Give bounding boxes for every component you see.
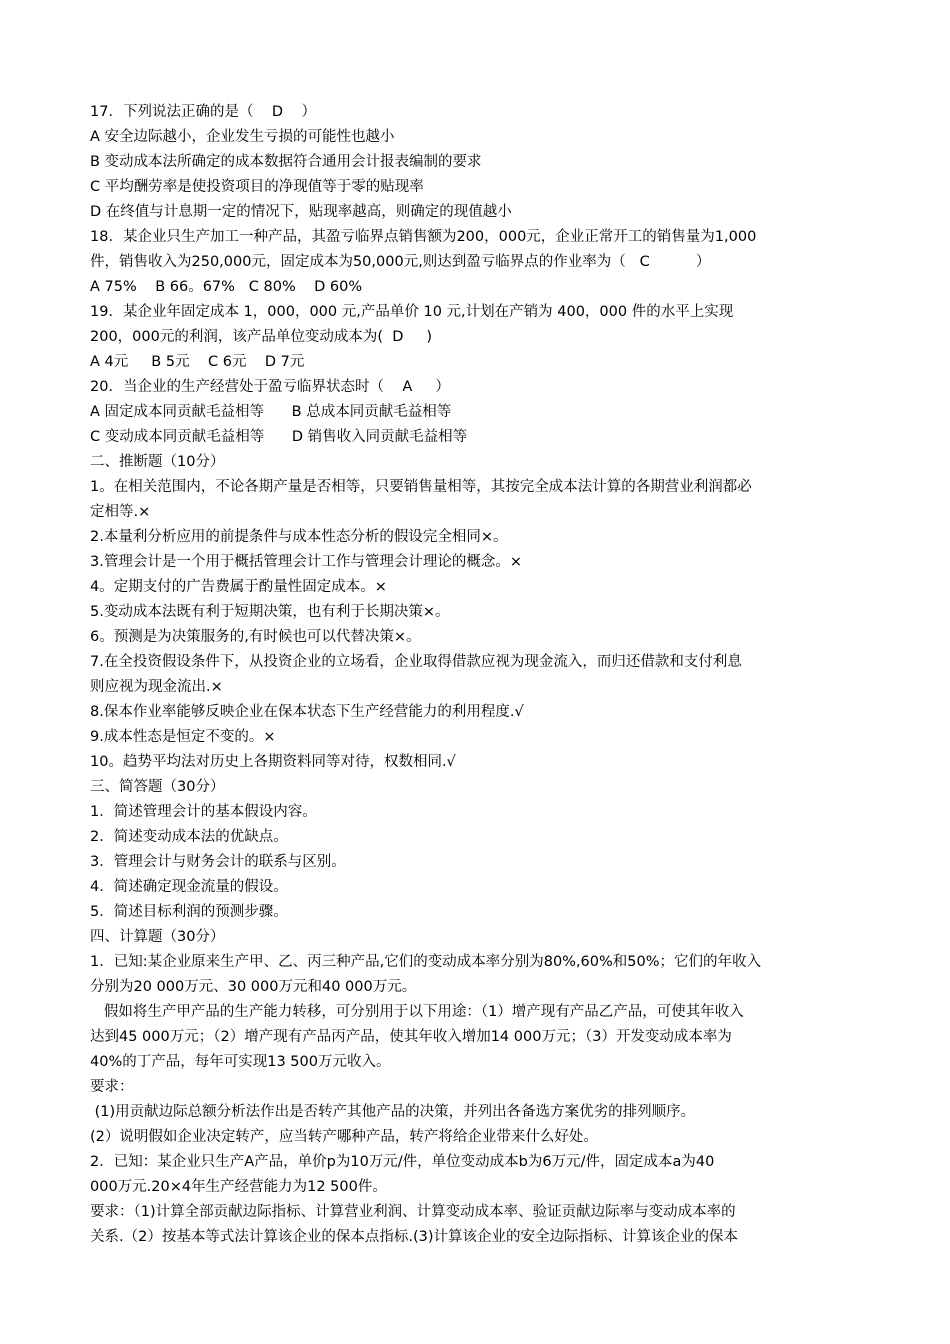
text-line: 8.保本作业率能够反映企业在保本状态下生产经营能力的利用程度.√ bbox=[90, 704, 524, 720]
text-line: A 固定成本同贡献毛益相等 B 总成本同贡献毛益相等 bbox=[90, 404, 452, 420]
text-line: 定相等.× bbox=[90, 504, 151, 520]
text-line: (2）说明假如企业决定转产，应当转产哪种产品，转产将给企业带来什么好处。 bbox=[90, 1129, 598, 1145]
text-line: D 在终值与计息期一定的情况下，贴现率越高，则确定的现值越小 bbox=[90, 204, 512, 220]
text-line: 假如将生产甲产品的生产能力转移，可分别用于以下用途：（1）增产现有产品乙产品，可使其年收入 bbox=[90, 1004, 744, 1020]
text-line: 4．简述确定现金流量的假设。 bbox=[90, 879, 288, 895]
text-line: 40%的丁产品，每年可实现13 500万元收入。 bbox=[90, 1054, 391, 1070]
text-line: A 安全边际越小，企业发生亏损的可能性也越小 bbox=[90, 129, 395, 145]
text-line: 18．某企业只生产加工一种产品，其盈亏临界点销售额为200，000元，企业正常开工的销售量为1,000 bbox=[90, 229, 757, 245]
text-line: C 平均酬劳率是使投资项目的净现值等于零的贴现率 bbox=[90, 179, 424, 195]
text-line: A 4元 B 5元 C 6元 D 7元 bbox=[90, 354, 305, 370]
text-line: B 变动成本法所确定的成本数据符合通用会计报表编制的要求 bbox=[90, 154, 482, 170]
text-line: 件，销售收入为250,000元，固定成本为50,000元,则达到盈亏临界点的作业率为（ C ） bbox=[90, 254, 711, 270]
text-line: 9.成本性态是恒定不变的。× bbox=[90, 729, 276, 745]
text-line: 3．管理会计与财务会计的联系与区别。 bbox=[90, 854, 346, 870]
text-line: 2.本量利分析应用的前提条件与成本性态分析的假设完全相同×。 bbox=[90, 529, 508, 545]
text-line: 2．简述变动成本法的优缺点。 bbox=[90, 829, 288, 845]
text-line: 1．简述管理会计的基本假设内容。 bbox=[90, 804, 317, 820]
text-line: 10。趋势平均法对历史上各期资料同等对待，权数相同.√ bbox=[90, 754, 456, 770]
text-line: 6。预测是为决策服务的,有时候也可以代替决策×。 bbox=[90, 629, 421, 645]
text-line: 则应视为现金流出.× bbox=[90, 679, 223, 695]
text-line: 要求： bbox=[90, 1079, 134, 1095]
text-line: A 75% B 66。67% C 80% D 60% bbox=[90, 279, 363, 295]
document-page bbox=[90, 100, 865, 1250]
text-line: 3.管理会计是一个用于概括管理会计工作与管理会计理论的概念。× bbox=[90, 554, 522, 570]
text-line: 7.在全投资假设条件下，从投资企业的立场看，企业取得借款应视为现金流入，而归还借款和支付利息 bbox=[90, 654, 742, 670]
text-line: 三、简答题（30分） bbox=[90, 779, 225, 795]
text-line: 2．已知：某企业只生产A产品，单价p为10万元/件，单位变动成本b为6万元/件，固定成本a为40 bbox=[90, 1154, 715, 1170]
text-line: 1。在相关范围内，不论各期产量是否相等，只要销售量相等，其按完全成本法计算的各期营业利润都必 bbox=[90, 479, 752, 495]
text-line: 分别为20 000万元、30 000万元和40 000万元。 bbox=[90, 979, 417, 995]
text-line: 要求：（1)计算全部贡献边际指标、计算营业利润、计算变动成本率、验证贡献边际率与变动成本率的 bbox=[90, 1204, 736, 1220]
text-line: 200，000元的利润，该产品单位变动成本为( D ) bbox=[90, 329, 433, 345]
text-line: 1．已知:某企业原来生产甲、乙、丙三种产品,它们的变动成本率分别为80%,60%和50%；它们的年收入 bbox=[90, 954, 762, 970]
text-line: 000万元.20×4年生产经营能力为12 500件。 bbox=[90, 1179, 387, 1195]
text-line: 5．简述目标利润的预测步骤。 bbox=[90, 904, 288, 920]
text-line: 19．某企业年固定成本 1，000，000 元,产品单价 10 元,计划在产销为 400，000 件的水平上实现 bbox=[90, 304, 734, 320]
text-line: 二、推断题（10分） bbox=[90, 454, 225, 470]
text-line: 关系.（2）按基本等式法计算该企业的保本点指标.(3)计算该企业的安全边际指标、计算该企业的保本 bbox=[90, 1229, 738, 1245]
text-line: C 变动成本同贡献毛益相等 D 销售收入同贡献毛益相等 bbox=[90, 429, 468, 445]
text-line: 5.变动成本法既有利于短期决策，也有利于长期决策×。 bbox=[90, 604, 450, 620]
text-line: 17．下列说法正确的是（ D ） bbox=[90, 104, 316, 120]
text-line: 4。定期支付的广告费属于酌量性固定成本。× bbox=[90, 579, 387, 595]
text-line: 达到45 000万元；（2）增产现有产品丙产品，使其年收入增加14 000万元；（3）开发变动成本率为 bbox=[90, 1029, 732, 1045]
text-line: (1)用贡献边际总额分析法作出是否转产其他产品的决策，并列出各备选方案优劣的排列顺序。 bbox=[90, 1104, 696, 1120]
text-line: 20．当企业的生产经营处于盈亏临界状态时（ A ） bbox=[90, 379, 450, 395]
text-line: 四、计算题（30分） bbox=[90, 929, 225, 945]
